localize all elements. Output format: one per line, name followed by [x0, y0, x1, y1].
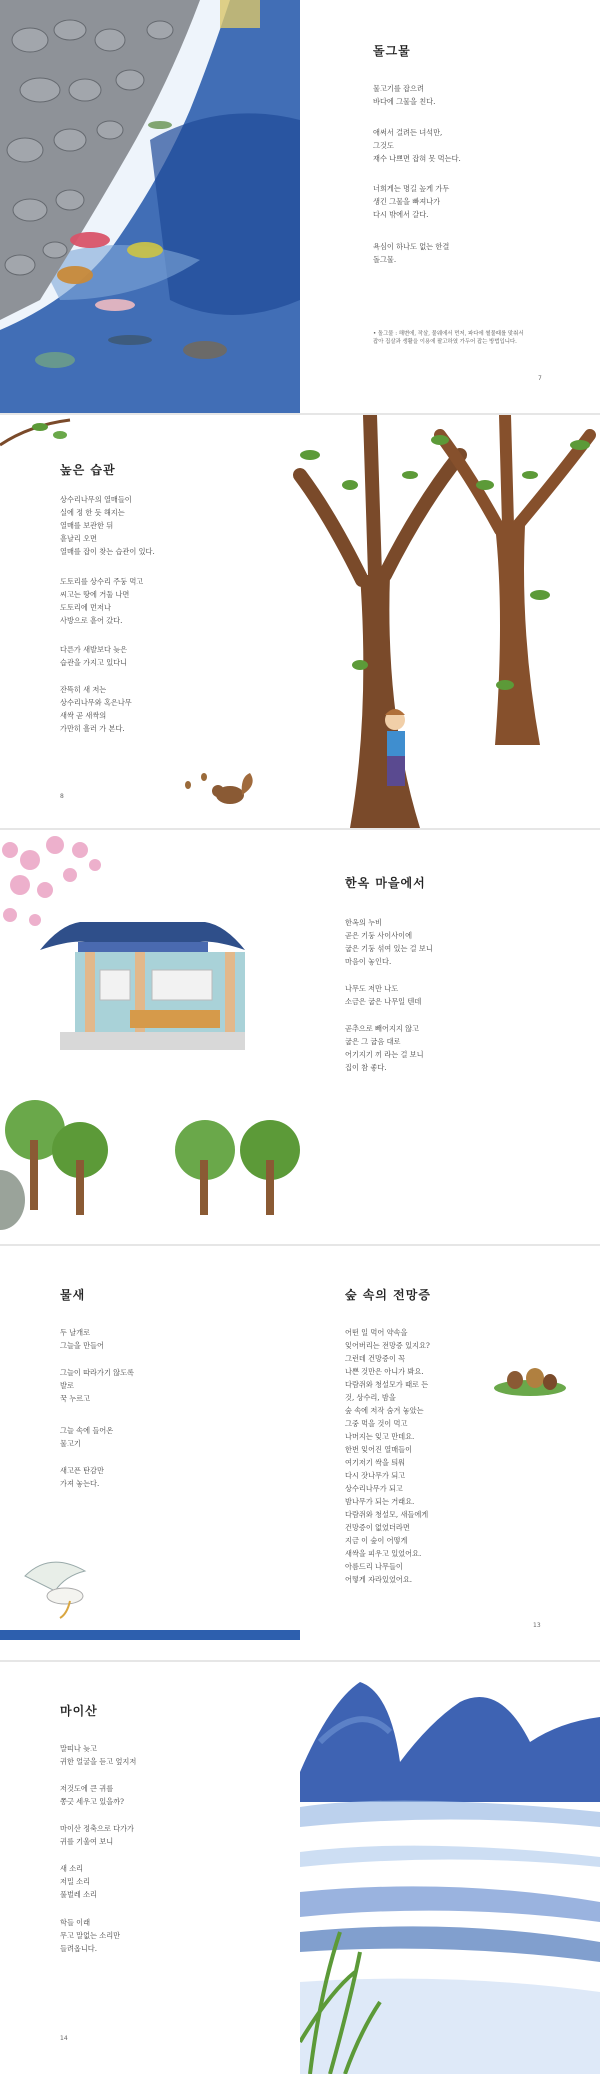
hanok-svg: [0, 830, 300, 1244]
poem-stanza: 도토리를 상수리 주둥 먹고 씨고는 땅에 거둘 나면 도토리에 먼저나 사방으로 흩어 갔다.: [60, 577, 144, 625]
poem-stanza: 두 날개로 그늘을 만들어: [60, 1328, 104, 1350]
poem-stanza: 그늘 속에 들어온 물고기: [60, 1426, 114, 1448]
squirrel-illustration: [180, 765, 260, 815]
poem-title: 돌그물: [373, 44, 411, 58]
poem-title: 높은 습관: [60, 463, 116, 477]
page-number: 13: [533, 1622, 541, 1629]
squirrel-svg: [180, 765, 260, 815]
trees-row: [0, 1100, 300, 1230]
poem-stanza: 한옥의 누비 곧은 기둥 사이사이에 굽은 기둥 섞여 있는 걸 보니 마음이 놓인다.: [345, 918, 433, 966]
trees-with-boy-illustration: [290, 415, 600, 828]
mountain-illustration: [300, 1662, 600, 2074]
poem-stanza: 저것도에 큰 귀를 쫑긋 세우고 있을까?: [60, 1784, 124, 1806]
poem-stanza: 나무도 저만 나도 소금은 굽은 나무일 텐데: [345, 984, 422, 1006]
waterbird-svg: [15, 1546, 115, 1626]
poem-stanza: 상수리나무의 열매들이 실에 정 한 듯 해지는 열매를 보관한 뒤 흩날리 오면 열매를 잡이 찾는 습관이 있다.: [60, 495, 155, 556]
spread-habit: [0, 415, 600, 828]
page-number: 8: [60, 793, 64, 800]
spread-maisan: [0, 1662, 600, 2074]
page-number: 14: [60, 2035, 68, 2042]
branch-illustration: [0, 415, 80, 455]
poem-title: 마이산: [60, 1704, 98, 1718]
poem-stanza: 새고픈 탄감만 가져 놓는다.: [60, 1466, 104, 1488]
poem-title: 한옥 마을에서: [345, 876, 426, 890]
water-band: [0, 1630, 300, 1640]
waterbird-illustration: [15, 1546, 115, 1626]
sea-rock-illustration: [0, 0, 300, 413]
trees-svg: [290, 415, 600, 828]
poem-stanza: 말띠나 늦고 귀한 얼굴을 듣고 엎지저: [60, 1744, 137, 1766]
poem-stanza: 애써서 걸려든 녀석만, 그것도 재수 나쁘면 잡혀 못 먹는다.: [373, 128, 461, 163]
poem-stanza: 어떤 일 먹어 약속을 잊어버리는 전망증 있지요? 그런데 건망증이 꼭 나쁜 것만은 아니가 봐요. 다람쥐와 청설모가 때로 든 것, 상수리, 밤을 숲 속에 저작 숨겨 놓았는 그중 먹을 것이 먹고 나머지는 잊고 만데요. 한번 잊어진 열매들이 여기저기 싹을 틔워 다시 잣나무가 되고 상수리나무가 되고 밤나무가 되는 거래요. 다람쥐와 청설모, 새들에게 건망증이 없었더라면 지금 이 숲이 어떻게 새싹을 피우고 있었어요. 아름드리 나무들이 어떻게 자라있었어요.: [345, 1328, 430, 1584]
poem-title-left: 물새: [60, 1288, 86, 1302]
poem-stanza: 잔뜩히 새 저는 상수리나무와 혹은나무 새싹 곧 새싹의 가만히 흘러 가 본다.: [60, 685, 132, 733]
poem-stanza: 물고기를 잡으려 바다에 그물을 친다.: [373, 84, 436, 106]
spread-hanok: [0, 830, 600, 1244]
spread-waterbird-forest: [0, 1246, 600, 1660]
poem-stanza: 욕심이 하나도 없는 한결 돌그물.: [373, 242, 450, 264]
mountain-svg: [300, 1662, 600, 2074]
acorn-svg: [490, 1358, 570, 1398]
page-number: 7: [538, 375, 542, 382]
footnote: • 돌그물 : 해변에, 작살, 물웨에서 먼저, 파다에 썰물때를 맞춰서 잡아 집살과 생활을 이용에 팔고하였 가두어 잡는 방법입니다.: [373, 331, 524, 345]
poem-stanza: 곧추으로 빼어지지 않고 굽은 그 굽음 대로 어기지기 끼 라는 걸 보니 집이 참 좋다.: [345, 1024, 424, 1072]
branch-svg: [0, 415, 80, 455]
poem-title-right: 숲 속의 전망증: [345, 1288, 431, 1302]
poem-stanza: 다른가 새발보다 늦은 습관을 가지고 있다니: [60, 645, 128, 667]
spread-stone-net: [0, 0, 600, 413]
poem-stanza: 새 소리 저밀 소리 풀벌레 소리: [60, 1864, 98, 1899]
acorn-mushroom-illustration: [490, 1358, 570, 1398]
poem-stanza: 너희게는 명길 높게 가두 생긴 그물을 빠져나가 다시 밖에서 갈다.: [373, 184, 450, 219]
poem-stanza: 그늘이 따라가기 않도록 발로 꾹 누르고: [60, 1368, 135, 1403]
poem-stanza: 학들 이래 무고 말없는 소리만 들려옵니다.: [60, 1918, 121, 1953]
poem-stanza: 마이산 정축으로 다가가 귀를 기울여 보니: [60, 1824, 135, 1846]
sea-illustration-svg: [0, 0, 300, 413]
hanok-illustration: [0, 830, 300, 1244]
